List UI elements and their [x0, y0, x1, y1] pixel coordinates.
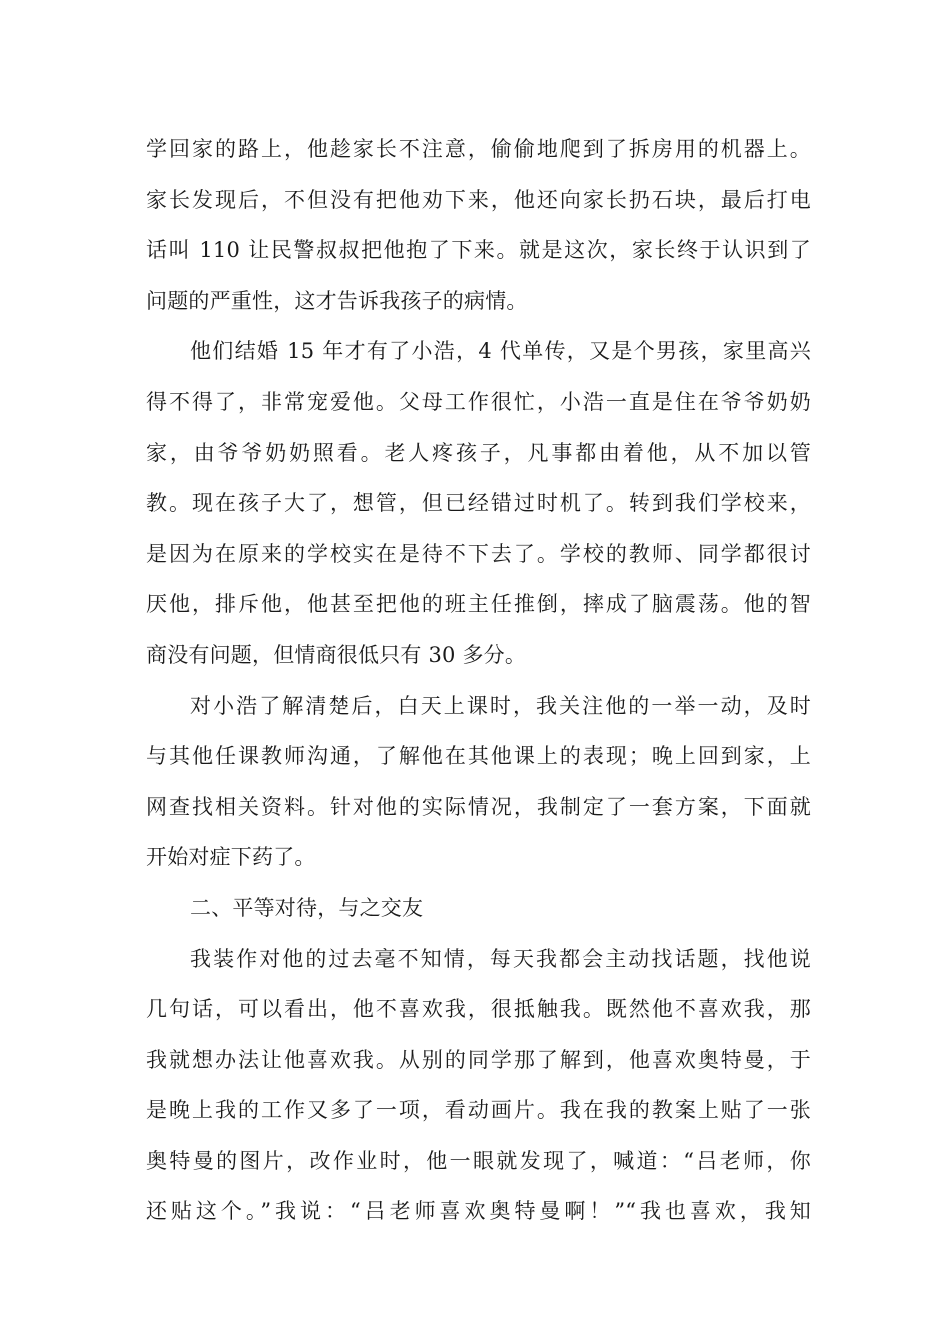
text-line: 学回家的路上，他趁家长不注意，偷偷地爬到了拆房用的机器上。: [146, 137, 811, 161]
text-line: 是因为在原来的学校实在是待不下去了。学校的教师、同学都很讨: [146, 541, 811, 566]
text-line: 家长发现后，不但没有把他劝下来，他还向家长扔石块，最后打电: [146, 187, 811, 212]
text-line: 教。现在孩子大了，想管，但已经错过时机了。转到我们学校来，: [146, 491, 811, 516]
text-line: 是晚上我的工作又多了一项，看动画片。我在我的教案上贴了一张: [146, 1098, 811, 1123]
body-text: [146, 124, 811, 1237]
text-line: 奥特曼的图片，改作业时，他一眼就发现了，喊道：“吕老师，你: [146, 1148, 811, 1173]
paragraph-first-line: 我装作对他的过去毫不知情，每天我都会主动找话题，找他说: [190, 946, 811, 971]
text-line: 开始对症下药了。: [146, 845, 316, 870]
text-line: 商没有问题，但情商很低只有 30 多分。: [146, 642, 527, 667]
text-line: 还贴这个。”我说：“吕老师喜欢奥特曼啊！”“我也喜欢，我知: [146, 1199, 811, 1224]
text-line: 厌他，排斥他，他甚至把他的班主任推倒，摔成了脑震荡。他的智: [146, 592, 811, 617]
paragraph-first-line: 对小浩了解清楚后，白天上课时，我关注他的一举一动，及时: [190, 693, 811, 718]
text-line: 与其他任课教师沟通，了解他在其他课上的表现；晚上回到家，上: [146, 744, 811, 769]
text-line: 网查找相关资料。针对他的实际情况，我制定了一套方案，下面就: [146, 794, 811, 819]
text-line: 几句话，可以看出，他不喜欢我，很抵触我。既然他不喜欢我，那: [146, 997, 811, 1022]
text-line: 话叫 110 让民警叔叔把他抱了下来。就是这次，家长终于认识到了: [146, 238, 811, 263]
text-line: 问题的严重性，这才告诉我孩子的病情。: [146, 288, 528, 313]
text-line: 我就想办法让他喜欢我。从别的同学那了解到，他喜欢奥特曼，于: [146, 1047, 811, 1072]
paragraph-first-line: 他们结婚 15 年才有了小浩，4 代单传，又是个男孩，家里高兴: [190, 339, 811, 364]
paragraph-first-line: 二、平等对待，与之交友: [190, 895, 424, 920]
text-line: 得不得了，非常宠爱他。父母工作很忙，小浩一直是住在爷爷奶奶: [146, 389, 811, 414]
text-line: 家，由爷爷奶奶照看。老人疼孩子，凡事都由着他，从不加以管: [146, 440, 811, 465]
